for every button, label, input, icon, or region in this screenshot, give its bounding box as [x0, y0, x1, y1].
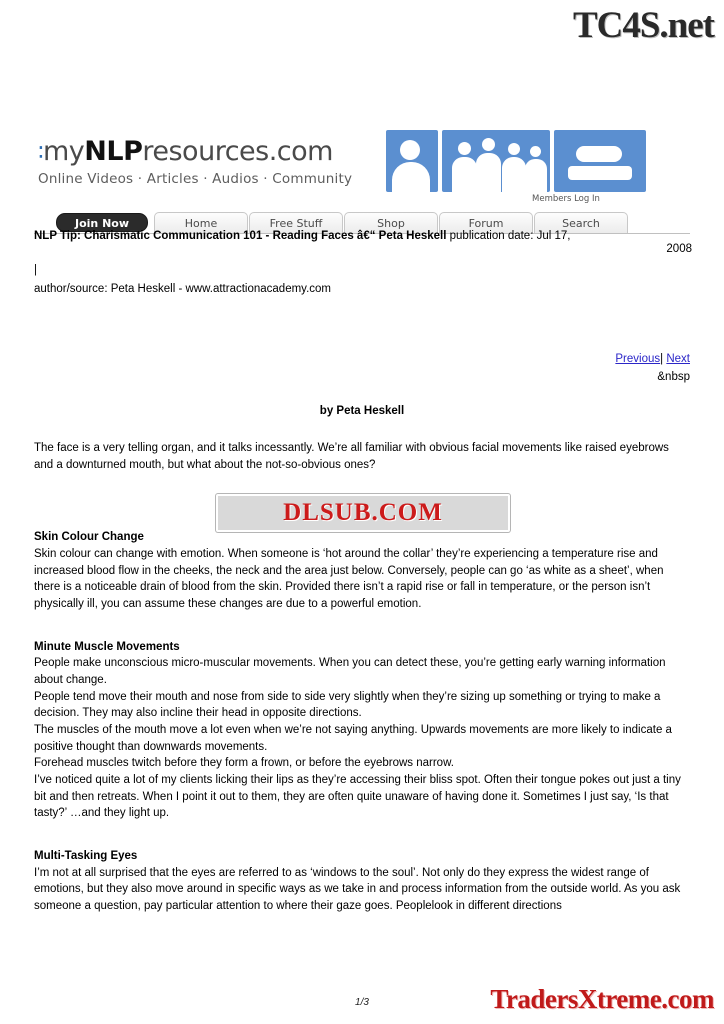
nav-item-shop[interactable]: Shop [344, 212, 438, 233]
group-body-4 [525, 159, 547, 192]
section-0-paragraph-0: Skin colour can change with emotion. When someone is ‘hot around the collar’ they’re experiencing a temperature rise and increased blood flow in the cheeks, the neck and the area just below. Conversely, people can go ‘as white as a sheet’, when there is a noticeable drain of blood from the skin. Provided there isn’t a rapid rise or fall in temperature, or the person isn’t physically ill, you can assume these changes are due to a powerful emotion. [34, 548, 664, 611]
nav-item-home[interactable]: Home [154, 212, 248, 233]
section-1-paragraph-2: The muscles of the mouth move a lot even when we’re not saying anything. Upwards movements are more likely to indicate a positive thought than downwards movements. [34, 724, 672, 753]
article-meta [34, 230, 692, 255]
previous-link[interactable]: Previous [615, 353, 661, 365]
group-body-2 [476, 153, 501, 192]
logo-my: my [43, 136, 85, 167]
group-head-4 [530, 146, 541, 157]
nav-join-now-button[interactable]: Join Now [56, 213, 148, 232]
nbsp-text: &nbsp [657, 371, 690, 383]
header-banner-images [386, 130, 636, 192]
group-head-2 [482, 138, 495, 151]
person-head-shape [400, 140, 420, 160]
publication-date: publication date: Jul 17, [449, 230, 571, 242]
next-link[interactable]: Next [666, 353, 690, 365]
laptop-shape [576, 146, 622, 162]
logo-tagline: Online Videos · Articles · Audios · Community [38, 171, 353, 187]
section-1-paragraph-1: People tend move their mouth and nose from side to side very slightly when they’re sizing up something or trying to make a decision. They may also incline their head in opposite directions. [34, 690, 661, 720]
dlsub-watermark: DLSUB.COM [216, 494, 510, 532]
pager [615, 353, 690, 365]
logo-resources: resources.com [142, 136, 333, 167]
logo-wordmark [38, 136, 386, 167]
article-title: NLP Tip: Charismatic Communication 101 - Reading Faces â€“ Peta Heskell [34, 230, 447, 242]
section-heading-minute-muscle: Minute Muscle Movements [34, 640, 180, 653]
byline: by Peta Heskell [319, 405, 405, 417]
banner-image-3 [554, 130, 646, 192]
group-body-3 [502, 157, 526, 192]
members-login-link[interactable]: Members Log In [532, 194, 600, 204]
group-body-1 [452, 157, 477, 192]
section-heading-multi-tasking-eyes: Multi-Tasking Eyes [34, 850, 138, 863]
page-number: 1/3 [355, 997, 369, 1008]
nav-item-search[interactable]: Search [534, 212, 628, 233]
section-1-paragraph-3: Forehead muscles twitch before they form a frown, or before the eyebrows narrow. [34, 757, 454, 770]
pager-separator: | [660, 353, 664, 365]
group-head-1 [458, 142, 471, 155]
tc4s-watermark: TC4S.net [572, 5, 714, 46]
group-head-3 [508, 143, 520, 155]
banner-image-2 [442, 130, 550, 192]
author-source: author/source: Peta Heskell - www.attractionacademy.com [34, 283, 331, 295]
intro-paragraph: The face is a very telling organ, and it talks incessantly. We’re all familiar with obvious facial movements like raised eyebrows and a downturned mouth, but what about the not-so-obvious ones? [34, 442, 669, 471]
section-2-paragraph-0: I’m not at all surprised that the eyes are referred to as ‘windows to the soul’. Not only do they express the widest range of emotions, but they also move around in specific ways as we take in and process information from the outside world. As you ask someone a question, pay particular attention to where their gaze goes. Peoplelook in different directions [34, 866, 681, 913]
section-1-paragraph-4: I’ve noticed quite a lot of my clients licking their lips as they’re accessing their bliss spot. Often their tongue pokes out just a tiny bit and then retreats. When I point it out to them, they are often quite unaware of having done it. Sometimes I just say, ‘Is that tasty?’ …and they light up. [34, 774, 681, 820]
logo-nlp: NLP [84, 136, 143, 167]
nav-item-forum[interactable]: Forum [439, 212, 533, 233]
person-body-shape [392, 162, 430, 192]
section-1-paragraph-0: People make unconscious micro-muscular movements. When you can detect these, you’re getting early warning information about change. [34, 657, 666, 687]
tradersxtreme-watermark: TradersXtreme.com [490, 984, 714, 1014]
section-heading-skin-colour: Skin Colour Change [34, 531, 144, 544]
desk-shape [568, 166, 632, 180]
site-logo[interactable] [38, 136, 386, 187]
banner-image-1 [386, 130, 438, 192]
nav-item-free-stuff[interactable]: Free Stuff [249, 212, 343, 233]
logo-dots-icon: ∶ [38, 140, 40, 166]
publication-date-line2: 2008 [666, 243, 692, 255]
pipe-separator: | [34, 264, 37, 276]
